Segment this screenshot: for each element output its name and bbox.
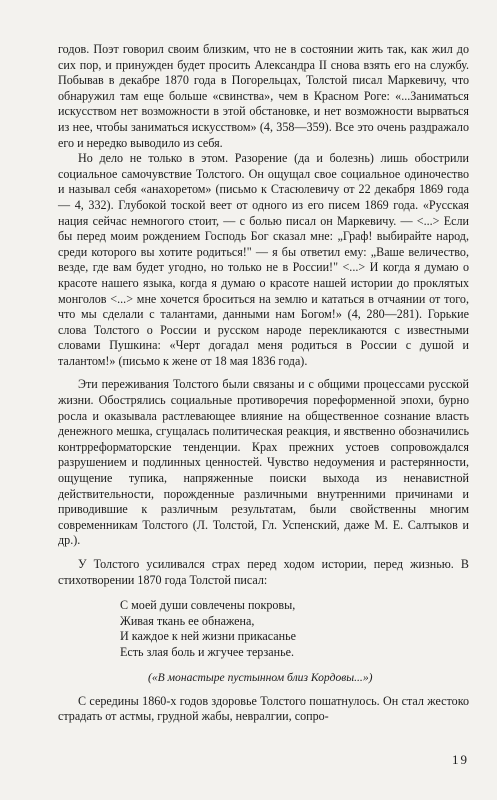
page-number: 19: [452, 752, 469, 767]
poem-quote: [120, 598, 469, 660]
paragraph: С середины 1860-х годов здоровье Толстого пошатнулось. Он стал жестоко страдать от астмы, грудной жабы, невралгии, сопро-: [58, 693, 469, 724]
paragraph: У Толстого усиливался страх перед ходом истории, перед жизнью. В стихотворении 1870 года Толстой писал:: [58, 557, 469, 587]
paragraph: Эти переживания Толстого были связаны и с общими процессами русской жизни. Обострялись социальные противоречия пореформенной эпохи, бурно росла и оказывала растлевающее влияние на общественное сознание власть денежного мешка, сгущалась политическая реакция, и явственно обозначились контрреформаторские тенденции. Крах прежних устоев сопровождался разрушением и подлинных ценностей. Чувство недоумения и растерянности, ощущение тупика, напряженные поиски выхода из ненавистной действительности, порожденные различными внутренними причинами и приводившие к различным результатам, были свойственны многим современникам Толстого (Л. Толстой, Гл. Успенский, даже М. Е. Салтыков и др.).: [58, 377, 469, 548]
poem-line: С моей души совлечены покровы,: [120, 598, 296, 613]
poem-line: Есть злая боль и жгучее терзанье.: [120, 644, 295, 659]
paragraph: Но дело не только в этом. Разорение (да и болезнь) лишь обострили социальное самочувствие Толстого. Он ощущал свое социальное одиночество и называл себя «анахоретом» (письмо к Стасюлевичу от 22 декабря 1869 года — 4, 332). Глубокой тоской веет от одного из его писем 1869 года. «Русская нация сейчас немногого стоит, — с болью писал он Маркевичу. — <...> Если бы перед моим рождением Господь Бог сказал мне: „Граф! выбирайте народ, среди которого вы хотите родиться!" — я бы ответил ему: „Ваше величество, везде, где вам будет угодно, но только не в России!" <...> И когда я думаю о красоте нашего языка, когда я думаю о красоте нашей истории до проклятых монголов <...> мне хочется броситься на землю и кататься в отчаянии от того, что мы сделали с талантами, данными нам Богом!» (4, 280—281). Горькие слова Толстого о России и русском народе перекликаются с известными словами Пушкина: «Черт догадал меня родиться в России с душой и талантом!» (письмо к жене от 18 мая 1836 года).: [58, 151, 469, 368]
poem-line: И каждое к ней жизни прикасанье: [120, 629, 297, 644]
body-text-end: [58, 694, 469, 725]
poem-source: («В монастыре пустынном близ Кордовы...»): [148, 670, 373, 684]
poem-line: Живая ткань ее обнажена,: [120, 613, 255, 628]
paragraph-continued: годов. Поэт говорил своим близким, что не в состоянии жить так, как жил до сих пор, и принужден будет просить Александра II снова взять его на службу. Побывав в декабре 1870 года в Погорельцах, Толстой писал Маркевичу, что обнаружил там еще больше «свинства», чем в Красном Роге: «...Заниматься искусством нет возможности в этой обстановке, и нет возможности вырваться из нее, чтобы заниматься искусством» (4, 358—359). Все это очень раздражало его и нередко выводило из себя.: [58, 42, 469, 150]
body-text: [58, 42, 469, 588]
